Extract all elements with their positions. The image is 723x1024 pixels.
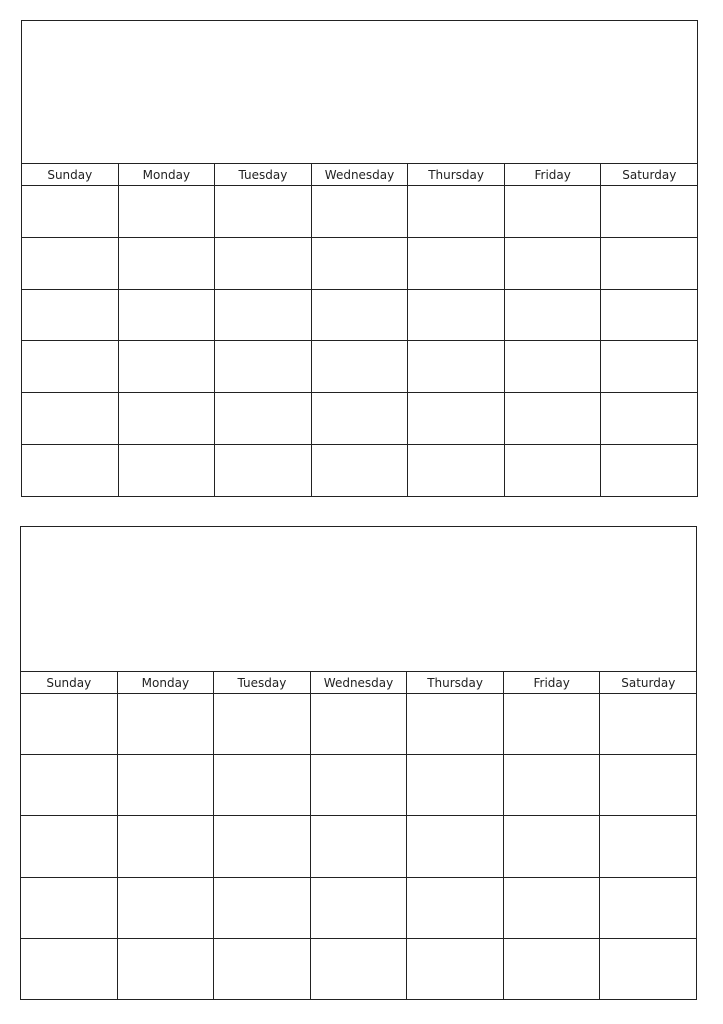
day-cell — [601, 445, 697, 496]
day-cell — [21, 816, 118, 876]
day-cell — [601, 341, 697, 392]
week-row — [21, 939, 696, 999]
week-row — [22, 393, 697, 445]
day-cell — [408, 445, 505, 496]
day-grid — [22, 186, 697, 496]
day-cell — [215, 445, 312, 496]
month-title-area — [22, 21, 697, 164]
calendar-2 — [20, 526, 697, 1000]
weekday-thursday: Thursday — [408, 164, 505, 185]
day-cell — [215, 393, 312, 444]
weekday-header-row — [22, 164, 697, 186]
weekday-sunday: Sunday — [21, 672, 118, 693]
week-row — [22, 290, 697, 342]
day-cell — [600, 694, 696, 754]
day-cell — [504, 939, 601, 999]
day-cell — [600, 755, 696, 815]
day-cell — [601, 290, 697, 341]
week-row — [22, 445, 697, 496]
week-row — [21, 816, 696, 877]
day-cell — [119, 393, 216, 444]
weekday-sunday: Sunday — [22, 164, 119, 185]
weekday-wednesday: Wednesday — [312, 164, 409, 185]
day-cell — [21, 939, 118, 999]
day-cell — [407, 878, 504, 938]
day-cell — [407, 694, 504, 754]
day-cell — [118, 939, 215, 999]
day-cell — [312, 238, 409, 289]
day-cell — [600, 878, 696, 938]
day-cell — [408, 290, 505, 341]
day-cell — [119, 341, 216, 392]
day-cell — [311, 878, 408, 938]
day-cell — [407, 939, 504, 999]
day-cell — [119, 186, 216, 237]
weekday-friday: Friday — [505, 164, 602, 185]
day-cell — [215, 341, 312, 392]
day-cell — [601, 393, 697, 444]
week-row — [22, 186, 697, 238]
day-cell — [312, 290, 409, 341]
month-title-area — [21, 527, 696, 672]
day-cell — [505, 445, 602, 496]
day-cell — [21, 755, 118, 815]
weekday-monday: Monday — [118, 672, 215, 693]
day-cell — [118, 816, 215, 876]
day-cell — [22, 186, 119, 237]
weekday-tuesday: Tuesday — [214, 672, 311, 693]
day-cell — [504, 816, 601, 876]
day-cell — [600, 939, 696, 999]
day-cell — [22, 238, 119, 289]
weekday-wednesday: Wednesday — [311, 672, 408, 693]
weekday-friday: Friday — [504, 672, 601, 693]
day-cell — [407, 816, 504, 876]
day-cell — [408, 341, 505, 392]
week-row — [21, 694, 696, 755]
day-cell — [505, 186, 602, 237]
day-cell — [22, 341, 119, 392]
day-cell — [504, 694, 601, 754]
day-cell — [22, 445, 119, 496]
day-cell — [600, 816, 696, 876]
week-row — [22, 238, 697, 290]
day-cell — [504, 755, 601, 815]
day-cell — [505, 393, 602, 444]
day-cell — [21, 878, 118, 938]
day-cell — [214, 878, 311, 938]
day-cell — [22, 290, 119, 341]
day-cell — [505, 290, 602, 341]
day-cell — [601, 186, 697, 237]
day-cell — [118, 878, 215, 938]
day-cell — [311, 694, 408, 754]
day-cell — [214, 939, 311, 999]
weekday-monday: Monday — [119, 164, 216, 185]
day-cell — [408, 393, 505, 444]
day-grid — [21, 694, 696, 999]
day-cell — [214, 755, 311, 815]
weekday-saturday: Saturday — [621, 675, 676, 690]
week-row — [22, 341, 697, 393]
day-cell — [22, 393, 119, 444]
day-cell — [408, 186, 505, 237]
day-cell — [311, 816, 408, 876]
day-cell — [215, 238, 312, 289]
weekday-thursday: Thursday — [407, 672, 504, 693]
day-cell — [505, 238, 602, 289]
weekday-saturday: Saturday — [622, 167, 677, 182]
day-cell — [215, 186, 312, 237]
week-row — [21, 755, 696, 816]
day-cell — [408, 238, 505, 289]
day-cell — [119, 238, 216, 289]
day-cell — [312, 393, 409, 444]
day-cell — [312, 445, 409, 496]
day-cell — [312, 341, 409, 392]
day-cell — [505, 341, 602, 392]
day-cell — [119, 290, 216, 341]
day-cell — [215, 290, 312, 341]
calendar-1 — [21, 20, 698, 497]
day-cell — [214, 694, 311, 754]
weekday-tuesday: Tuesday — [215, 164, 312, 185]
day-cell — [214, 816, 311, 876]
weekday-header-row — [21, 672, 696, 694]
day-cell — [311, 755, 408, 815]
day-cell — [21, 694, 118, 754]
day-cell — [119, 445, 216, 496]
day-cell — [118, 694, 215, 754]
day-cell — [312, 186, 409, 237]
day-cell — [407, 755, 504, 815]
day-cell — [601, 238, 697, 289]
day-cell — [504, 878, 601, 938]
day-cell — [118, 755, 215, 815]
day-cell — [311, 939, 408, 999]
week-row — [21, 878, 696, 939]
